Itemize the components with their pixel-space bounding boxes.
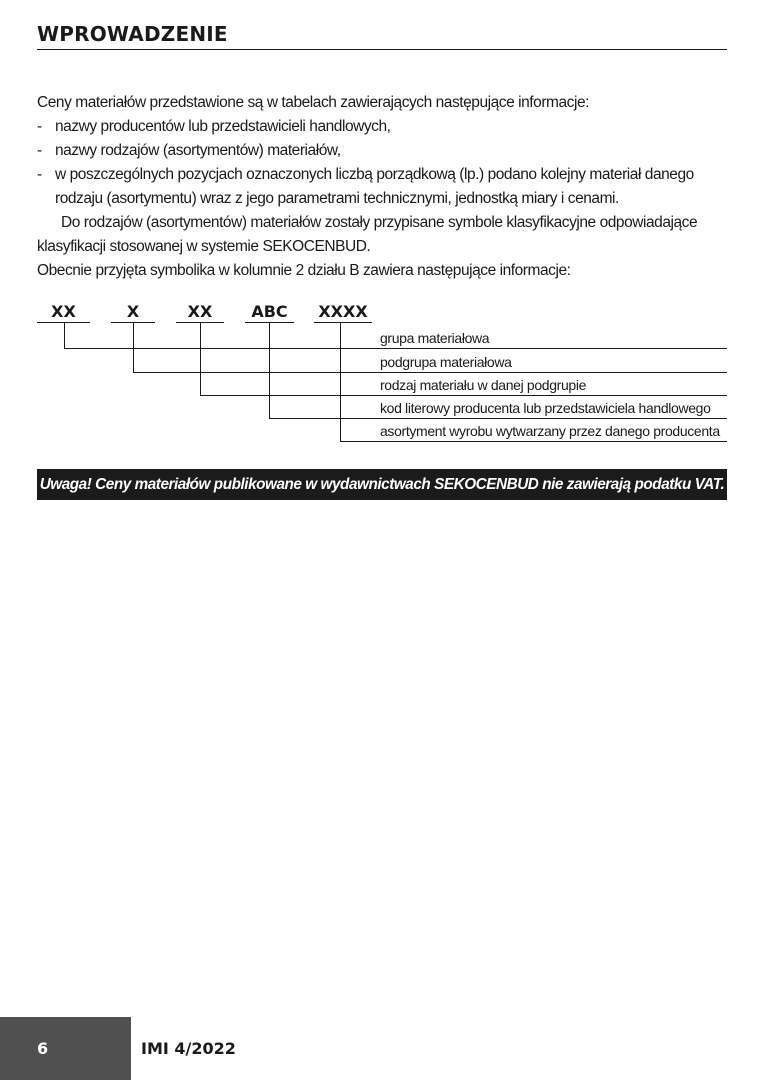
footer-page-box xyxy=(0,1017,131,1080)
list-item-text: w poszczególnych pozycjach oznaczonych liczbą porządkową (lp.) podano kolejny materiał danego rodzaju (asortymentu) wraz z jego parametrami technicznymi, jednostką miary i cenami. xyxy=(55,166,694,207)
list-dash: - xyxy=(37,166,42,183)
description-border xyxy=(340,325,341,348)
page-number: 6 xyxy=(37,1039,49,1058)
code-part-group: XX xyxy=(37,302,90,323)
column-paragraph: Obecnie przyjęta symbolika w kolumnie 2 działu B zawiera następujące informacje: xyxy=(37,262,571,279)
connector-line xyxy=(269,323,270,418)
list-item xyxy=(37,139,727,163)
code-part-type: XX xyxy=(176,302,224,323)
connector-line xyxy=(64,348,727,349)
code-description: kod literowy producenta lub przedstawiciela handlowego xyxy=(380,400,711,416)
list-item-text: nazwy rodzajów (asortymentów) materiałów, xyxy=(55,142,341,159)
list-item-text: nazwy producentów lub przedstawicieli handlowych, xyxy=(55,118,391,135)
code-description: grupa materiałowa xyxy=(380,330,490,346)
page-title: WPROWADZENIE xyxy=(37,22,727,50)
list-item xyxy=(37,163,727,211)
list-dash: - xyxy=(37,118,42,135)
code-description: rodzaj materiału w danej podgrupie xyxy=(380,377,587,393)
code-part-assortment: XXXX xyxy=(314,302,372,323)
publication-label: IMI 4/2022 xyxy=(141,1039,236,1058)
vat-notice-banner: Uwaga! Ceny materiałów publikowane w wydawnictwach SEKOCENBUD nie zawierają podatku VAT. xyxy=(37,469,727,500)
connector-line xyxy=(64,323,65,348)
code-part-producer: ABC xyxy=(245,302,294,323)
connector-line xyxy=(269,418,727,419)
connector-line xyxy=(340,441,727,442)
connector-line xyxy=(200,395,727,396)
connector-line xyxy=(133,372,727,373)
intro-section xyxy=(37,91,727,283)
spacer xyxy=(340,325,727,326)
intro-paragraph: Ceny materiałów przedstawione są w tabelach zawierających następujące informacje: xyxy=(37,94,589,111)
code-part-subgroup: X xyxy=(111,302,155,323)
code-description: asortyment wyrobu wytwarzany przez danego producenta xyxy=(380,423,720,439)
symbols-paragraph: Do rodzajów (asortymentów) materiałów zostały przypisane symbole klasyfikacyjne odpowiadające klasyfikacji stosowanej w systemie SEKOCENBUD. xyxy=(37,214,698,255)
list-item xyxy=(37,115,727,139)
connector-line xyxy=(133,323,134,372)
list-dash: - xyxy=(37,142,42,159)
code-description: podgrupa materiałowa xyxy=(380,354,512,370)
code-diagram xyxy=(0,302,764,322)
connector-line xyxy=(200,323,201,395)
